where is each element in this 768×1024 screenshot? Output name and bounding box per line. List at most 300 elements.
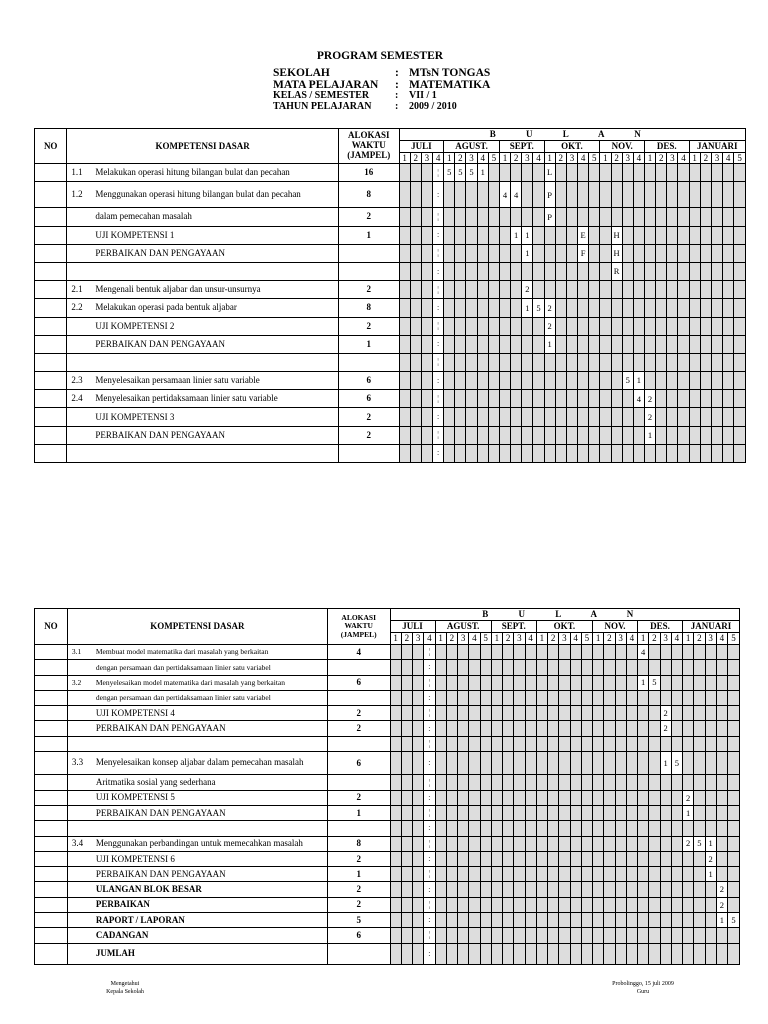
- week-cell: [514, 928, 525, 943]
- week-cell: [491, 660, 502, 675]
- week-cell: [488, 390, 499, 408]
- week-cell: [566, 353, 577, 371]
- week-cell: [477, 208, 488, 226]
- week-cell: [446, 736, 457, 751]
- week-cell: [559, 821, 570, 836]
- week-cell: [644, 317, 655, 335]
- week-cell: [410, 281, 421, 299]
- week-cell: [491, 851, 502, 866]
- week-cell: [644, 164, 655, 182]
- week-number: 1: [536, 633, 547, 645]
- kompetensi-cell: [67, 775, 327, 790]
- week-cell: [633, 226, 644, 244]
- kompetensi-text: Menggunakan operasi hitung bilangan bulat dan pecahan: [95, 188, 301, 199]
- week-cell: [660, 928, 671, 943]
- week-cell: [503, 645, 514, 660]
- kompetensi-number: 3.1: [71, 647, 82, 657]
- week-cell: [626, 836, 637, 851]
- week-cell: [503, 790, 514, 805]
- kompetensi-text: UJI KOMPETENSI 4: [95, 707, 175, 718]
- week-cell: [401, 867, 412, 882]
- schedule-mark: 1: [660, 752, 671, 775]
- week-cell: [649, 752, 660, 775]
- week-cell: [633, 353, 644, 371]
- row-no: [35, 444, 67, 462]
- kompetensi-text: [72, 823, 96, 833]
- week-cell: [604, 775, 615, 790]
- week-cell: [700, 390, 711, 408]
- week-cell: [525, 706, 536, 721]
- week-cell: [728, 867, 740, 882]
- month-header: DES.: [638, 621, 683, 633]
- week-cell: [455, 317, 466, 335]
- table-row: [35, 645, 740, 660]
- week-cell: [716, 928, 727, 943]
- week-cell: [435, 752, 446, 775]
- week-cell: [491, 706, 502, 721]
- week-cell: [503, 721, 514, 736]
- week-number: 3: [667, 153, 678, 164]
- week-number: 1: [499, 153, 510, 164]
- week-cell: [615, 882, 626, 897]
- week-cell: [694, 790, 705, 805]
- row-no: [35, 882, 68, 897]
- week-cell: [413, 805, 424, 820]
- kompetensi-cell: [67, 372, 339, 390]
- kompetensi-text: Menyelesaikan persamaan linier satu variable: [95, 375, 260, 386]
- col-header-no: NO: [35, 129, 67, 164]
- week-cell: [455, 244, 466, 262]
- week-number: 4: [570, 633, 581, 645]
- week-cell: [499, 444, 510, 462]
- week-cell: [644, 372, 655, 390]
- week-number: 4: [716, 633, 727, 645]
- week-cell: [723, 281, 734, 299]
- week-cell: [615, 775, 626, 790]
- week-cell: [514, 836, 525, 851]
- week-cell: [401, 721, 412, 736]
- week-cell: [622, 408, 633, 426]
- kompetensi-number: 3.3: [71, 757, 84, 768]
- week-cell: [615, 790, 626, 805]
- week-cell: [700, 164, 711, 182]
- week-cell: [638, 836, 649, 851]
- week-cell: [559, 790, 570, 805]
- week-cell: [477, 390, 488, 408]
- week-cell: [683, 736, 694, 751]
- week-cell: [491, 645, 502, 660]
- week-cell: [600, 390, 611, 408]
- week-cell: [683, 706, 694, 721]
- week-number: 1: [544, 153, 555, 164]
- week-cell: [548, 913, 559, 928]
- week-cell: [399, 244, 410, 262]
- week-cell: [444, 299, 455, 317]
- week-cell: [694, 690, 705, 705]
- header-row: [273, 102, 573, 113]
- week-cell: [678, 164, 689, 182]
- week-cell: [626, 645, 637, 660]
- schedule-mark: 5: [533, 299, 544, 317]
- week-cell: [622, 299, 633, 317]
- week-cell: [566, 408, 577, 426]
- week-cell: [615, 851, 626, 866]
- week-cell: [689, 182, 700, 208]
- week-cell: [503, 752, 514, 775]
- week-cell: [611, 390, 622, 408]
- week-cell: [570, 660, 581, 675]
- week-cell: [399, 335, 410, 353]
- row-no: [35, 706, 68, 721]
- jampel-value: [338, 244, 399, 262]
- week-cell: [525, 851, 536, 866]
- week-cell: [399, 182, 410, 208]
- week-cell: [633, 426, 644, 444]
- kompetensi-text: UJI KOMPETENSI 6: [95, 853, 175, 864]
- week-cell: [544, 353, 555, 371]
- week-cell: [626, 913, 637, 928]
- week-cell: [488, 281, 499, 299]
- week-number: 2: [410, 153, 421, 164]
- week-cell: [544, 372, 555, 390]
- table-row: [35, 836, 740, 851]
- week-cell: [683, 675, 694, 690]
- week-cell: [444, 262, 455, 280]
- week-cell: [480, 867, 491, 882]
- week-number: 5: [589, 153, 600, 164]
- week-cell: [689, 262, 700, 280]
- week-number: 1: [638, 633, 649, 645]
- week-cell: [589, 208, 600, 226]
- week-cell: [536, 790, 547, 805]
- week-cell: [435, 897, 446, 912]
- week-cell: [533, 226, 544, 244]
- jampel-value: [327, 821, 390, 836]
- week-cell: [533, 182, 544, 208]
- week-cell: [723, 353, 734, 371]
- week-cell: [705, 821, 716, 836]
- header-row-value: MATEMATIKA: [409, 78, 491, 91]
- week-cell: [705, 913, 716, 928]
- week-cell: [413, 645, 424, 660]
- schedule-mark: 1: [705, 836, 716, 851]
- week-cell: [390, 675, 401, 690]
- week-cell: [716, 821, 727, 836]
- week-cell: [455, 390, 466, 408]
- table-row: [35, 775, 740, 790]
- week-cell: [421, 353, 432, 371]
- week-cell: [548, 752, 559, 775]
- week-cell: [399, 426, 410, 444]
- kompetensi-cell: [67, 317, 339, 335]
- week-cell: [689, 164, 700, 182]
- week-cell: [466, 444, 477, 462]
- week-cell: [555, 444, 566, 462]
- schedule-mark: 5: [649, 675, 660, 690]
- week-cell: ¦: [433, 244, 444, 262]
- week-cell: [570, 675, 581, 690]
- table-row: [35, 426, 746, 444]
- week-cell: [711, 426, 722, 444]
- week-cell: [480, 851, 491, 866]
- week-cell: [656, 426, 667, 444]
- week-cell: [622, 353, 633, 371]
- week-cell: [581, 913, 592, 928]
- week-cell: [728, 897, 740, 912]
- week-cell: [600, 262, 611, 280]
- header-row-colon: :: [395, 67, 399, 79]
- kompetensi-number: 1.1: [71, 167, 83, 178]
- week-cell: [390, 897, 401, 912]
- week-cell: [700, 353, 711, 371]
- week-cell: [458, 867, 469, 882]
- week-cell: [700, 408, 711, 426]
- week-cell: [435, 775, 446, 790]
- week-cell: [581, 752, 592, 775]
- week-cell: [536, 752, 547, 775]
- week-cell: [604, 721, 615, 736]
- week-cell: [660, 790, 671, 805]
- week-cell: [477, 317, 488, 335]
- week-cell: [581, 882, 592, 897]
- week-cell: [734, 182, 746, 208]
- week-cell: [533, 353, 544, 371]
- week-cell: [555, 164, 566, 182]
- week-cell: :: [433, 226, 444, 244]
- week-cell: [477, 426, 488, 444]
- week-cell: [488, 244, 499, 262]
- week-cell: [458, 897, 469, 912]
- header-row-colon: :: [395, 90, 399, 101]
- week-cell: [533, 335, 544, 353]
- col-header-kompetensi: KOMPETENSI DASAR: [67, 609, 327, 645]
- week-cell: [548, 836, 559, 851]
- header-row-label: MATA PELAJARAN: [273, 78, 379, 91]
- schedule-mark: 1: [633, 372, 644, 390]
- week-cell: [514, 675, 525, 690]
- row-no: [35, 262, 67, 280]
- week-cell: [638, 736, 649, 751]
- week-cell: [525, 675, 536, 690]
- table-row: [35, 736, 740, 751]
- week-cell: [600, 317, 611, 335]
- week-cell: [511, 390, 522, 408]
- week-cell: [410, 244, 421, 262]
- month-header: JULI: [399, 141, 444, 153]
- week-cell: [401, 660, 412, 675]
- week-number: 2: [446, 633, 457, 645]
- week-cell: [410, 426, 421, 444]
- week-cell: [421, 408, 432, 426]
- week-cell: [421, 426, 432, 444]
- table-row: [35, 226, 746, 244]
- schedule-table-1: [34, 128, 746, 463]
- week-cell: [728, 836, 740, 851]
- week-cell: :: [424, 913, 435, 928]
- week-cell: [536, 913, 547, 928]
- week-cell: [544, 408, 555, 426]
- week-cell: [656, 244, 667, 262]
- kompetensi-cell: [67, 882, 327, 897]
- week-cell: [622, 244, 633, 262]
- week-cell: [499, 408, 510, 426]
- week-cell: [390, 736, 401, 751]
- week-cell: [469, 821, 480, 836]
- week-cell: [716, 752, 727, 775]
- row-no: [35, 164, 67, 182]
- week-cell: [705, 752, 716, 775]
- week-cell: [649, 943, 660, 964]
- week-cell: [570, 775, 581, 790]
- table-row: [35, 805, 740, 820]
- week-cell: [514, 867, 525, 882]
- week-cell: [622, 164, 633, 182]
- week-cell: [728, 690, 740, 705]
- week-cell: [566, 281, 577, 299]
- week-cell: [611, 426, 622, 444]
- week-cell: [548, 790, 559, 805]
- jampel-value: 2: [327, 851, 390, 866]
- week-cell: [514, 882, 525, 897]
- kompetensi-text: PERBAIKAN: [95, 899, 150, 910]
- week-cell: [566, 372, 577, 390]
- week-cell: [705, 675, 716, 690]
- week-cell: [660, 836, 671, 851]
- week-number: 2: [656, 153, 667, 164]
- week-cell: [649, 805, 660, 820]
- week-cell: [671, 706, 682, 721]
- week-cell: [536, 867, 547, 882]
- week-cell: [499, 317, 510, 335]
- week-cell: [469, 690, 480, 705]
- week-cell: [589, 182, 600, 208]
- row-no: [35, 281, 67, 299]
- week-cell: [477, 299, 488, 317]
- schedule-mark: 2: [660, 706, 671, 721]
- week-cell: [622, 335, 633, 353]
- week-cell: [536, 897, 547, 912]
- schedule-mark: 5: [466, 164, 477, 182]
- week-cell: [671, 790, 682, 805]
- kompetensi-cell: [67, 164, 339, 182]
- week-cell: [570, 805, 581, 820]
- week-cell: [499, 426, 510, 444]
- week-cell: [671, 943, 682, 964]
- week-cell: [390, 882, 401, 897]
- week-cell: [499, 208, 510, 226]
- week-cell: [622, 226, 633, 244]
- week-cell: [644, 182, 655, 208]
- week-cell: [413, 851, 424, 866]
- week-cell: [566, 299, 577, 317]
- week-cell: [444, 226, 455, 244]
- week-cell: [413, 752, 424, 775]
- week-number: 3: [514, 633, 525, 645]
- week-number: 2: [649, 633, 660, 645]
- row-no: [35, 182, 67, 208]
- week-cell: [511, 208, 522, 226]
- week-cell: [581, 721, 592, 736]
- week-cell: [600, 408, 611, 426]
- row-no: [35, 790, 68, 805]
- week-cell: [578, 372, 589, 390]
- week-cell: [491, 836, 502, 851]
- week-cell: [390, 660, 401, 675]
- header-row-label: KELAS / SEMESTER: [273, 90, 370, 101]
- week-cell: [649, 897, 660, 912]
- week-cell: [399, 444, 410, 462]
- kompetensi-cell: [67, 752, 327, 775]
- week-cell: [455, 426, 466, 444]
- week-cell: [466, 353, 477, 371]
- week-cell: [446, 645, 457, 660]
- week-cell: [711, 372, 722, 390]
- week-cell: :: [433, 408, 444, 426]
- week-cell: [622, 444, 633, 462]
- week-cell: [413, 736, 424, 751]
- week-cell: [593, 660, 604, 675]
- week-cell: [694, 660, 705, 675]
- week-cell: [581, 736, 592, 751]
- week-cell: [480, 913, 491, 928]
- kompetensi-cell: [67, 408, 339, 426]
- week-cell: [469, 775, 480, 790]
- week-cell: [578, 262, 589, 280]
- week-cell: [611, 372, 622, 390]
- week-cell: [469, 721, 480, 736]
- week-number: 2: [503, 633, 514, 645]
- week-cell: [390, 943, 401, 964]
- week-cell: [466, 317, 477, 335]
- week-cell: [604, 645, 615, 660]
- week-cell: [491, 675, 502, 690]
- week-cell: [700, 317, 711, 335]
- week-cell: [626, 721, 637, 736]
- week-cell: [390, 805, 401, 820]
- week-cell: [716, 851, 727, 866]
- week-cell: [694, 752, 705, 775]
- week-cell: [559, 752, 570, 775]
- week-cell: [593, 821, 604, 836]
- week-cell: [644, 281, 655, 299]
- week-number: 5: [728, 633, 740, 645]
- week-cell: [499, 335, 510, 353]
- week-cell: [705, 928, 716, 943]
- week-number: 3: [522, 153, 533, 164]
- week-cell: [593, 913, 604, 928]
- week-cell: [469, 836, 480, 851]
- week-cell: [413, 897, 424, 912]
- week-cell: [689, 335, 700, 353]
- week-cell: [401, 821, 412, 836]
- week-number: 1: [600, 153, 611, 164]
- week-cell: [644, 335, 655, 353]
- kompetensi-cell: [67, 645, 327, 660]
- week-cell: [480, 721, 491, 736]
- week-cell: [514, 821, 525, 836]
- week-cell: [533, 262, 544, 280]
- week-cell: [711, 262, 722, 280]
- week-cell: [649, 913, 660, 928]
- week-cell: [435, 660, 446, 675]
- week-cell: [480, 943, 491, 964]
- kompetensi-cell: [67, 913, 327, 928]
- week-cell: [644, 244, 655, 262]
- week-cell: [589, 317, 600, 335]
- week-cell: [667, 408, 678, 426]
- week-cell: [570, 706, 581, 721]
- week-number: 3: [466, 153, 477, 164]
